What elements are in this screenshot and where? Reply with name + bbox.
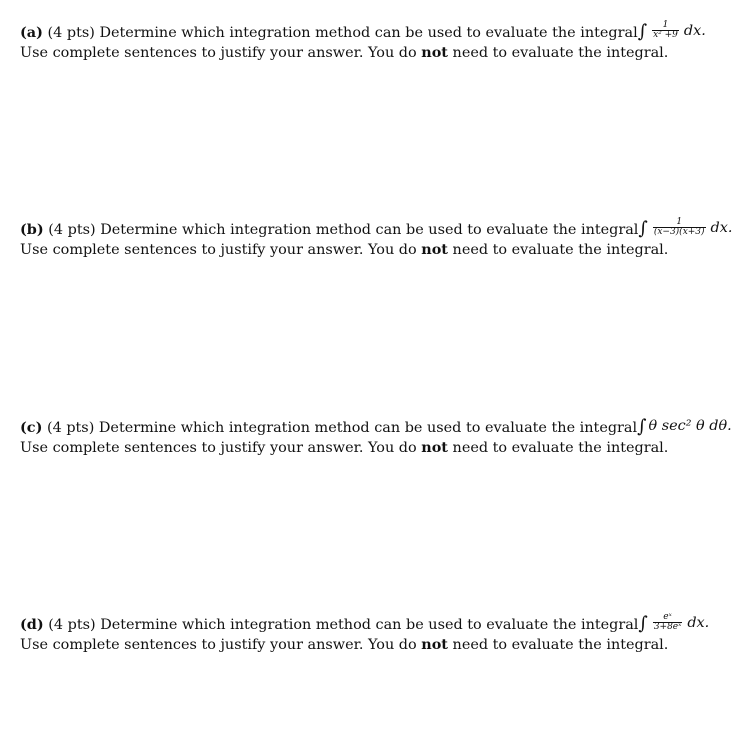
problem-label: (d) <box>20 616 44 633</box>
fraction <box>653 218 706 237</box>
instruction-text-end: need to evaluate the integral. <box>452 440 669 456</box>
problem-label: (b) <box>20 221 44 238</box>
problem-c <box>20 416 732 458</box>
fraction-numerator: 1 <box>662 20 669 30</box>
problem-prompt: Determine which integration method can be used to evaluate the integral <box>99 25 638 41</box>
integrand: θ sec² θ dθ. <box>648 418 732 434</box>
differential: dx. <box>710 220 732 236</box>
problem-b-line1 <box>20 217 732 240</box>
integral-sign: ∫ <box>637 21 648 42</box>
problem-a-line1 <box>20 20 706 43</box>
problem-a <box>20 20 706 63</box>
instruction-text-end: need to evaluate the integral. <box>452 242 669 258</box>
problem-d-line2 <box>20 635 669 655</box>
instruction-text-end: need to evaluate the integral. <box>452 45 669 61</box>
fraction-numerator: eˣ <box>663 612 672 622</box>
fraction-numerator: 1 <box>676 217 683 227</box>
instruction-emphasis: not <box>421 241 448 258</box>
integral-sign: ∫ <box>638 613 648 634</box>
problem-label: (a) <box>20 24 43 41</box>
integral-expression <box>638 219 732 238</box>
instruction-text: Use complete sentences to justify your answer. You do <box>20 440 417 456</box>
fraction-denominator: (x−3)(x+3) <box>653 227 705 237</box>
instruction-emphasis: not <box>421 439 448 456</box>
problem-points: (4 pts) <box>47 25 95 41</box>
fraction <box>652 21 679 40</box>
fraction-denominator: 3+8eˣ <box>653 622 682 632</box>
problem-label: (c) <box>20 419 43 436</box>
fraction <box>653 613 683 632</box>
problem-d-label <box>20 615 638 635</box>
instruction-text-end: need to evaluate the integral. <box>452 637 669 653</box>
problem-points: (4 pts) <box>46 420 95 436</box>
problem-prompt: Determine which integration method can be used to evaluate the integral <box>100 222 639 238</box>
problem-points: (4 pts) <box>48 617 96 633</box>
instruction-text: Use complete sentences to justify your answer. You do <box>20 637 417 653</box>
differential: dx. <box>687 615 710 631</box>
problem-points: (4 pts) <box>48 222 96 238</box>
integral-sign: ∫ <box>637 416 647 437</box>
differential: dx. <box>683 23 706 39</box>
problem-d <box>20 612 710 655</box>
problem-a-label <box>20 23 638 43</box>
problem-prompt: Determine which integration method can be used to evaluate the integral <box>98 420 638 436</box>
problem-d-line1 <box>20 612 710 635</box>
problem-c-line1 <box>20 416 732 438</box>
problem-a-line2 <box>20 43 669 63</box>
problem-c-line2 <box>20 438 669 458</box>
instruction-text: Use complete sentences to justify your answer. You do <box>20 242 417 258</box>
integral-expression <box>638 614 709 633</box>
fraction-denominator: x² +9 <box>653 30 678 40</box>
problem-b-label <box>20 220 638 240</box>
integral-expression <box>637 417 732 436</box>
problem-b-line2 <box>20 240 669 260</box>
problem-c-label <box>20 418 637 438</box>
instruction-emphasis: not <box>421 636 448 653</box>
instruction-text: Use complete sentences to justify your answer. You do <box>20 45 417 61</box>
problem-b <box>20 217 732 260</box>
instruction-emphasis: not <box>421 44 448 61</box>
integral-expression <box>638 22 706 41</box>
problem-prompt: Determine which integration method can be used to evaluate the integral <box>100 617 639 633</box>
integral-sign: ∫ <box>638 218 648 239</box>
